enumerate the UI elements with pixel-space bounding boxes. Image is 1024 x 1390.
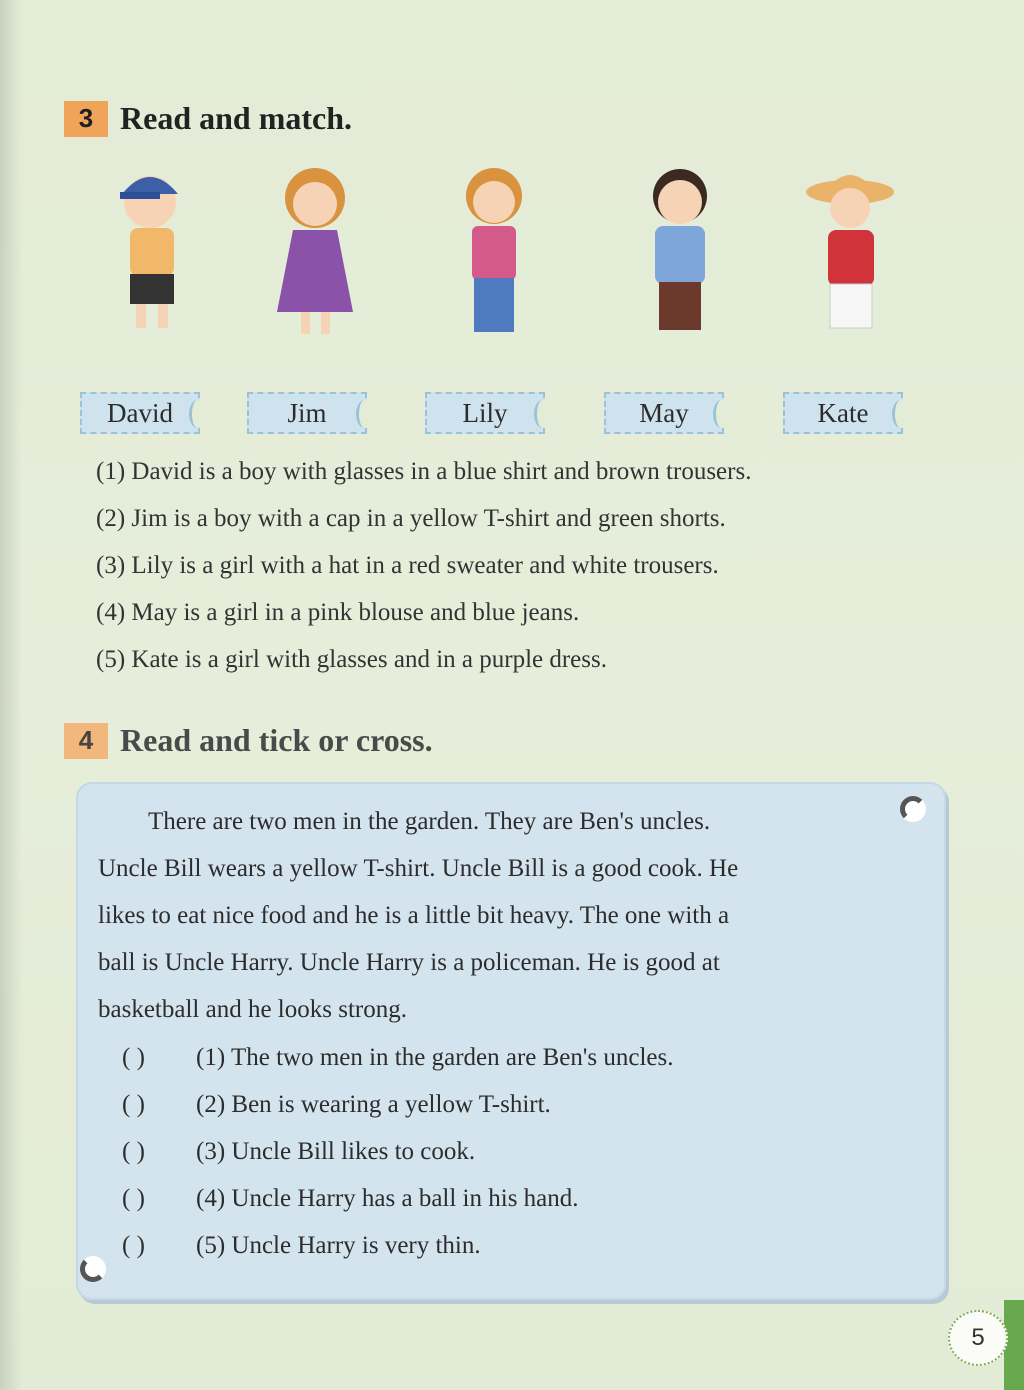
girl-purple-dress-illustration[interactable] <box>265 160 375 340</box>
match-sentence: (5) Kate is a girl with glasses and in a purple dress. <box>96 646 607 673</box>
boy-with-cap-illustration[interactable] <box>100 160 210 340</box>
match-sentence: (4) May is a girl in a pink blouse and blue jeans. <box>96 599 580 626</box>
match-sentence: (2) Jim is a boy with a cap in a yellow T-shirt and green shorts. <box>96 505 726 532</box>
statement-text: (2) Ben is wearing a yellow T-shirt. <box>196 1091 551 1118</box>
section-4-number-badge: 4 <box>64 723 108 759</box>
book-spine-shadow <box>0 0 22 1390</box>
paragraph-line: basketball and he looks strong. <box>98 996 407 1023</box>
statement-text: (3) Uncle Bill likes to cook. <box>196 1138 476 1165</box>
tick-cross-item <box>122 1138 475 1166</box>
name-tag-kate[interactable]: Kate <box>783 392 903 434</box>
tick-cross-item <box>122 1185 579 1213</box>
reading-paragraph <box>98 798 878 1033</box>
paper-curl-icon <box>900 796 926 822</box>
section-3-number-badge: 3 <box>64 101 108 137</box>
statement-text: (5) Uncle Harry is very thin. <box>196 1232 481 1259</box>
paragraph-line: likes to eat nice food and he is a little bit heavy. The one with a <box>98 902 730 929</box>
section-3-title: Read and match. <box>120 100 353 136</box>
paragraph-line: ball is Uncle Harry. Uncle Harry is a policeman. He is good at <box>98 949 720 976</box>
children-illustrations <box>90 160 920 340</box>
name-tag-jim[interactable]: Jim <box>247 392 367 434</box>
match-sentence: (3) Lily is a girl with a hat in a red sweater and white trousers. <box>96 552 719 579</box>
name-tag-david[interactable]: David <box>80 392 200 434</box>
tick-cross-item <box>122 1044 674 1072</box>
statement-text: (1) The two men in the garden are Ben's uncles. <box>196 1044 674 1071</box>
section-4-title: Read and tick or cross. <box>120 722 433 758</box>
paper-curl-icon <box>80 1256 106 1282</box>
boy-blue-shirt-illustration[interactable] <box>625 160 735 340</box>
name-tag-may[interactable]: May <box>604 392 724 434</box>
paragraph-line: There are two men in the garden. They are Ben's uncles. <box>98 808 711 835</box>
answer-bracket[interactable]: ( ) <box>122 1232 145 1259</box>
paragraph-line: Uncle Bill wears a yellow T-shirt. Uncle Bill is a good cook. He <box>98 855 739 882</box>
answer-bracket[interactable]: ( ) <box>122 1091 145 1118</box>
girl-pink-blouse-illustration[interactable] <box>442 160 552 340</box>
tick-cross-item <box>122 1232 481 1260</box>
statement-text: (4) Uncle Harry has a ball in his hand. <box>196 1185 579 1212</box>
page-number: 5 <box>948 1310 1008 1366</box>
name-tag-lily[interactable]: Lily <box>425 392 545 434</box>
match-sentence: (1) David is a boy with glasses in a blue shirt and brown trousers. <box>96 458 752 485</box>
answer-bracket[interactable]: ( ) <box>122 1044 145 1071</box>
answer-bracket[interactable]: ( ) <box>122 1185 145 1212</box>
section-3-header <box>64 100 352 137</box>
tick-cross-item <box>122 1091 551 1119</box>
section-4-header <box>64 722 433 759</box>
answer-bracket[interactable]: ( ) <box>122 1138 145 1165</box>
girl-with-hat-illustration[interactable] <box>800 160 910 340</box>
